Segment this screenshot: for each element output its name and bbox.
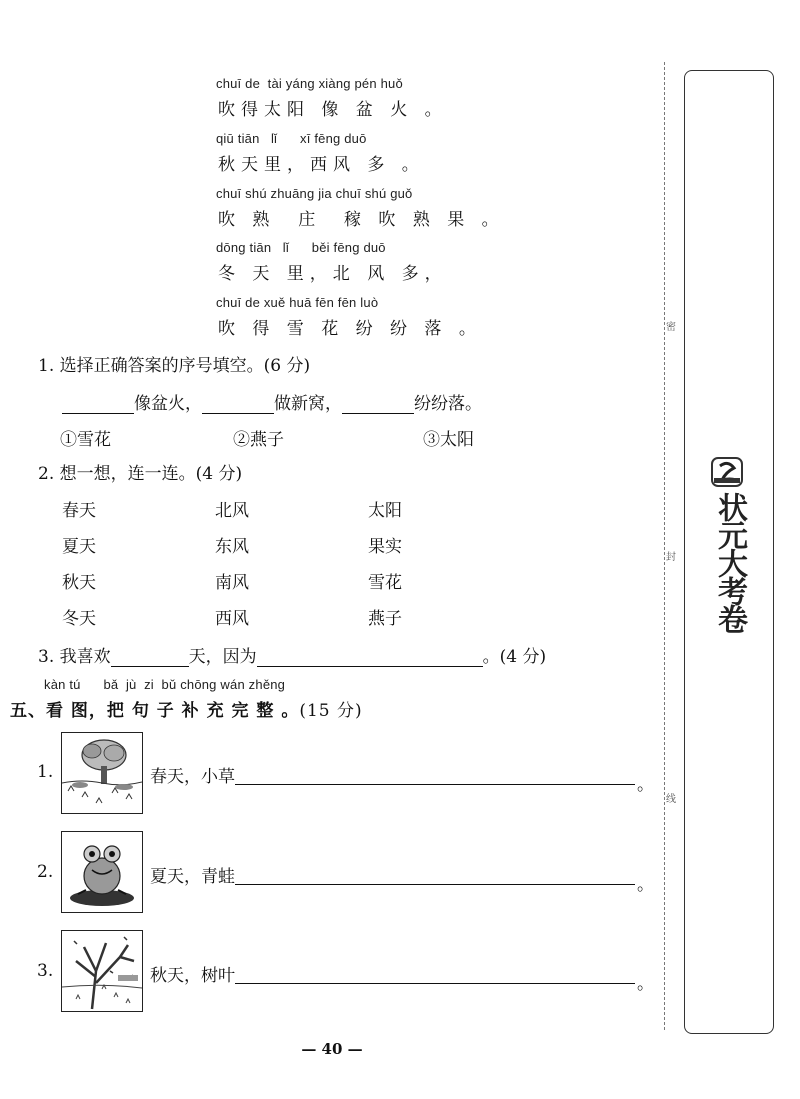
q2-title: 2. 想一想，连一连。(4 分) (38, 464, 243, 484)
s5-item-2-answer-line[interactable] (235, 884, 635, 885)
s5-item-2-end: 。 (637, 875, 654, 895)
q2-wind-east[interactable]: 东风 (215, 537, 249, 557)
s5-item-3-text: 秋天，树叶 (150, 966, 235, 986)
q1-sentence (62, 389, 482, 414)
q2-wind-south[interactable]: 南风 (215, 573, 249, 593)
page-number: — 40 — (301, 1040, 363, 1058)
q1-blank-3[interactable] (342, 395, 414, 414)
s5-item-1-answer-line[interactable] (235, 784, 635, 785)
poem-pinyin-2: qiū tiān lǐ xī fēng duō (216, 131, 367, 146)
frog-image (61, 831, 143, 913)
seal-mark-mi: 密 (666, 322, 676, 333)
q1-part-2: 做新窝， (274, 394, 342, 414)
q1-blank-2[interactable] (202, 395, 274, 414)
binding-dashed-line (664, 62, 665, 1030)
q2-season-autumn[interactable]: 秋天 (62, 573, 96, 593)
section5-title (10, 696, 363, 721)
s5-item-3-num: 3. (37, 961, 54, 981)
seal-mark-xian: 线 (666, 794, 676, 805)
q1-option-2: ②燕子 (233, 430, 284, 450)
s5-item-3-answer-line[interactable] (235, 983, 635, 984)
brand-name: 状元大考卷 (712, 492, 747, 632)
s5-item-3-end: 。 (637, 974, 654, 994)
q3-blank-reason[interactable] (257, 648, 483, 667)
poem-pinyin-3: chuī shú zhuāng jia chuī shú guǒ (216, 186, 413, 201)
seal-mark-feng: 封 (666, 552, 676, 563)
s5-item-1-end: 。 (637, 775, 654, 795)
poem-pinyin-5: chuī de xuě huā fēn fēn luò (216, 295, 379, 310)
q2-wind-west[interactable]: 西风 (215, 609, 249, 629)
poem-line-4: 冬 天 里，北 风 多， (218, 264, 448, 284)
q1-option-3: ③太阳 (423, 430, 474, 450)
q2-season-spring[interactable]: 春天 (62, 501, 96, 521)
q1-blank-1[interactable] (62, 395, 134, 414)
section5-pinyin: kàn tú bǎ jù zi bǔ chōng wán zhěng (44, 677, 286, 692)
spring-scene-image (61, 732, 143, 814)
section5-score: (15 分) (299, 701, 363, 721)
s5-item-1-num: 1. (37, 762, 54, 782)
poem-pinyin-1: chuī de tài yáng xiàng pén huǒ (216, 76, 403, 91)
q3-middle: 天，因为 (188, 647, 257, 667)
poem-pinyin-4: dōng tiān lǐ běi fēng duō (216, 240, 386, 255)
q3-sentence (38, 642, 546, 667)
q3-suffix: 。(4 分) (482, 647, 547, 667)
s5-item-2-text: 夏天，青蛙 (150, 867, 235, 887)
q3-blank-season[interactable] (111, 648, 189, 667)
q2-item-swallow[interactable]: 燕子 (368, 609, 402, 629)
q1-part-1: 像盆火， (134, 394, 202, 414)
poem-line-2: 秋天里，西风 多 。 (218, 155, 425, 175)
poem-line-3: 吹 熟 庄 稼 吹 熟 果 。 (218, 210, 505, 230)
s5-item-1-text: 春天，小草 (150, 767, 235, 787)
q1-option-1: ①雪花 (60, 430, 111, 450)
q2-season-summer[interactable]: 夏天 (62, 537, 96, 557)
q2-wind-north[interactable]: 北风 (215, 501, 249, 521)
section5-title-text: 五、看 图，把 句 子 补 充 完 整 。 (10, 701, 300, 721)
poem-line-5: 吹 得 雪 花 纷 纷 落 。 (218, 319, 482, 339)
q1-part-3: 纷纷落。 (414, 394, 482, 414)
q2-item-snow[interactable]: 雪花 (368, 573, 402, 593)
q3-prefix: 3. 我喜欢 (38, 647, 111, 667)
s5-item-2-num: 2. (37, 862, 54, 882)
poem-line-1: 吹得太阳 像 盆 火 。 (218, 100, 448, 120)
q2-season-winter[interactable]: 冬天 (62, 609, 96, 629)
q2-item-fruit[interactable]: 果实 (368, 537, 402, 557)
q1-title: 1. 选择正确答案的序号填空。(6 分) (38, 356, 311, 376)
autumn-tree-image (61, 930, 143, 1012)
q2-item-sun[interactable]: 太阳 (368, 501, 402, 521)
